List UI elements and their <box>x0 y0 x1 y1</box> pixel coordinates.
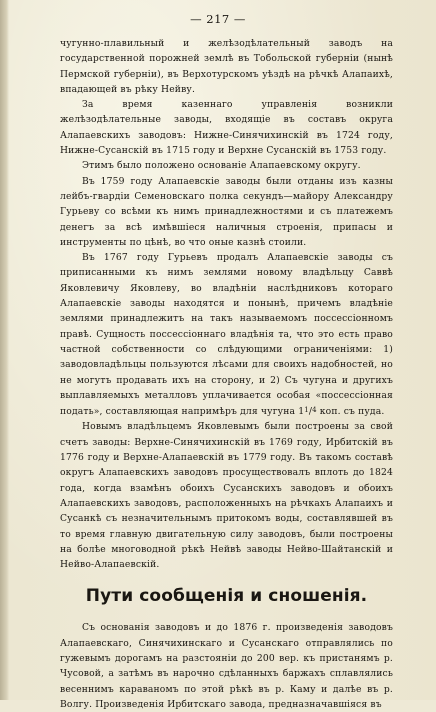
paragraph-7: Съ основанія заводовъ и до 1876 г. произведенія заводовъ Алапаевскаго, Синячихинскаго и Сусанскаго отправлялись по гужевымъ дорогамъ на разстояніи до 200 вер. къ пристанямъ р. Чусовой, а затѣмъ въ нарочно сдѣланныхъ баржахъ сплавлялись весеннимъ караваномъ по этой рѣкѣ въ р. Каму и далѣе въ р. Волгу. Произведенія Ирбитскаго завода, предназначавшіяся въ <box>60 622 393 710</box>
paragraph-6: Новымъ владѣльцемъ Яковлевымъ были построены за свой счетъ заводы: Верхне-Синячихинскій въ 1769 году, Ирбитскій въ 1776 году и Верхне-Алапаевскій въ 1779 году. Въ такомъ составѣ округъ Алапаевскихъ заводовъ просуществовалъ вплоть до 1824 года, когда взамѣнъ обоихъ Сусанскихъ заводовъ и обоихъ Алапаевскихъ заводовъ, расположенныхъ на рѣчкахъ Алапаихъ и Сусанкѣ съ незначительнымъ притокомъ воды, составлявшей въ то время главную двигательную силу заводовъ, были построены на болѣе многоводной рѣкѣ Нейвѣ заводы Нейво-Шайтанскій и Нейво-Алапаевскій. <box>60 421 393 571</box>
fraction-suffix: коп. съ пуда. <box>316 406 385 418</box>
paragraph-5: Въ 1767 году Гурьевъ продалъ Алапаевскіе заводы съ приписанными къ нимъ землями новому владѣльцу Саввѣ Яковлевичу Яковлеву, во владѣніи наслѣдниковъ котораго Алапаевскіе заводы находятся и понынѣ, причемъ владѣніе землями принадлежитъ на такъ называемомъ поссессіонномъ правѣ. Сущность поссессіоннаго владѣнія та, что это есть право частной собственности со слѣдующими ограниченіями: 1) заводовладѣльцы пользуются лѣсами для своихъ надобностей, но не могутъ продавать ихъ на сторону, и 2) Съ чугуна и другихъ выплавляемыхъ металловъ уплачивается особая «поссессіонная подать», составляющая напримѣръ для чугуна $1^1/^4$ коп. съ пуда. <box>60 252 393 418</box>
paragraph-2: За время казеннаго управленія возникли желѣзодѣлательные заводы, входящіе въ составъ округа Алапаевскихъ заводовъ: Нижне-Синячихинскій въ 1724 году, Нижне-Сусанскій въ 1715 году и Верхне Сусанскій въ 1753 году. <box>60 99 393 157</box>
paragraph-5-text: Въ 1767 году Гурьевъ продалъ Алапаевскіе заводы съ приписанными къ нимъ землями новому владѣльцу Саввѣ Яковлевичу Яковлеву, во владѣніи наслѣдниковъ котораго Алапаевскіе заводы находятся и понынѣ, причемъ владѣніе землями принадлежитъ на такъ называемомъ поссессіонномъ правѣ. Сущность поссессіоннаго владѣнія та, что это есть право частной собственности со слѣдующими ограниченіями: 1) заводовладѣльцы пользуются лѣсами для своихъ надобностей, но не могутъ продавать ихъ на сторону, и 2) Съ чугуна и другихъ выплавляемыхъ металловъ уплачивается особая «поссессіонная подать», составляющая напримѣръ для чугуна 1 <box>60 252 393 418</box>
fraction-numerator: 1 <box>304 406 309 415</box>
page-body <box>60 36 393 712</box>
page-number-header: — 217 — <box>190 12 246 26</box>
page-binding-edge <box>0 0 9 700</box>
section-heading: Пути сообщенія и сношенія. <box>85 586 368 607</box>
paragraph-3: Этимъ было положено основаніе Алапаевскому округу. <box>82 160 361 172</box>
fraction-denominator: 4 <box>312 406 317 415</box>
paragraph-1: чугунно-плавильный и желѣзодѣлательный заводъ на государственной порожней землѣ въ Тобольской губерніи (нынѣ Пермской губерніи), въ Верхотурскомъ уѣздѣ на рѣчкѣ Алапаихѣ, впадающей въ рѣку Нейву. <box>60 38 393 95</box>
paragraph-4: Въ 1759 году Алапаевскіе заводы были отданы изъ казны лейбъ-гвардіи Семеновскаго полка секундъ—майору Александру Гурьеву со всѣми къ нимъ принадлежностями и съ платежемъ денегъ за всѣ имѣвшіеся наличныя строенія, припасы и инструменты по цѣнѣ, во что оные казнѣ стоили. <box>60 175 393 248</box>
